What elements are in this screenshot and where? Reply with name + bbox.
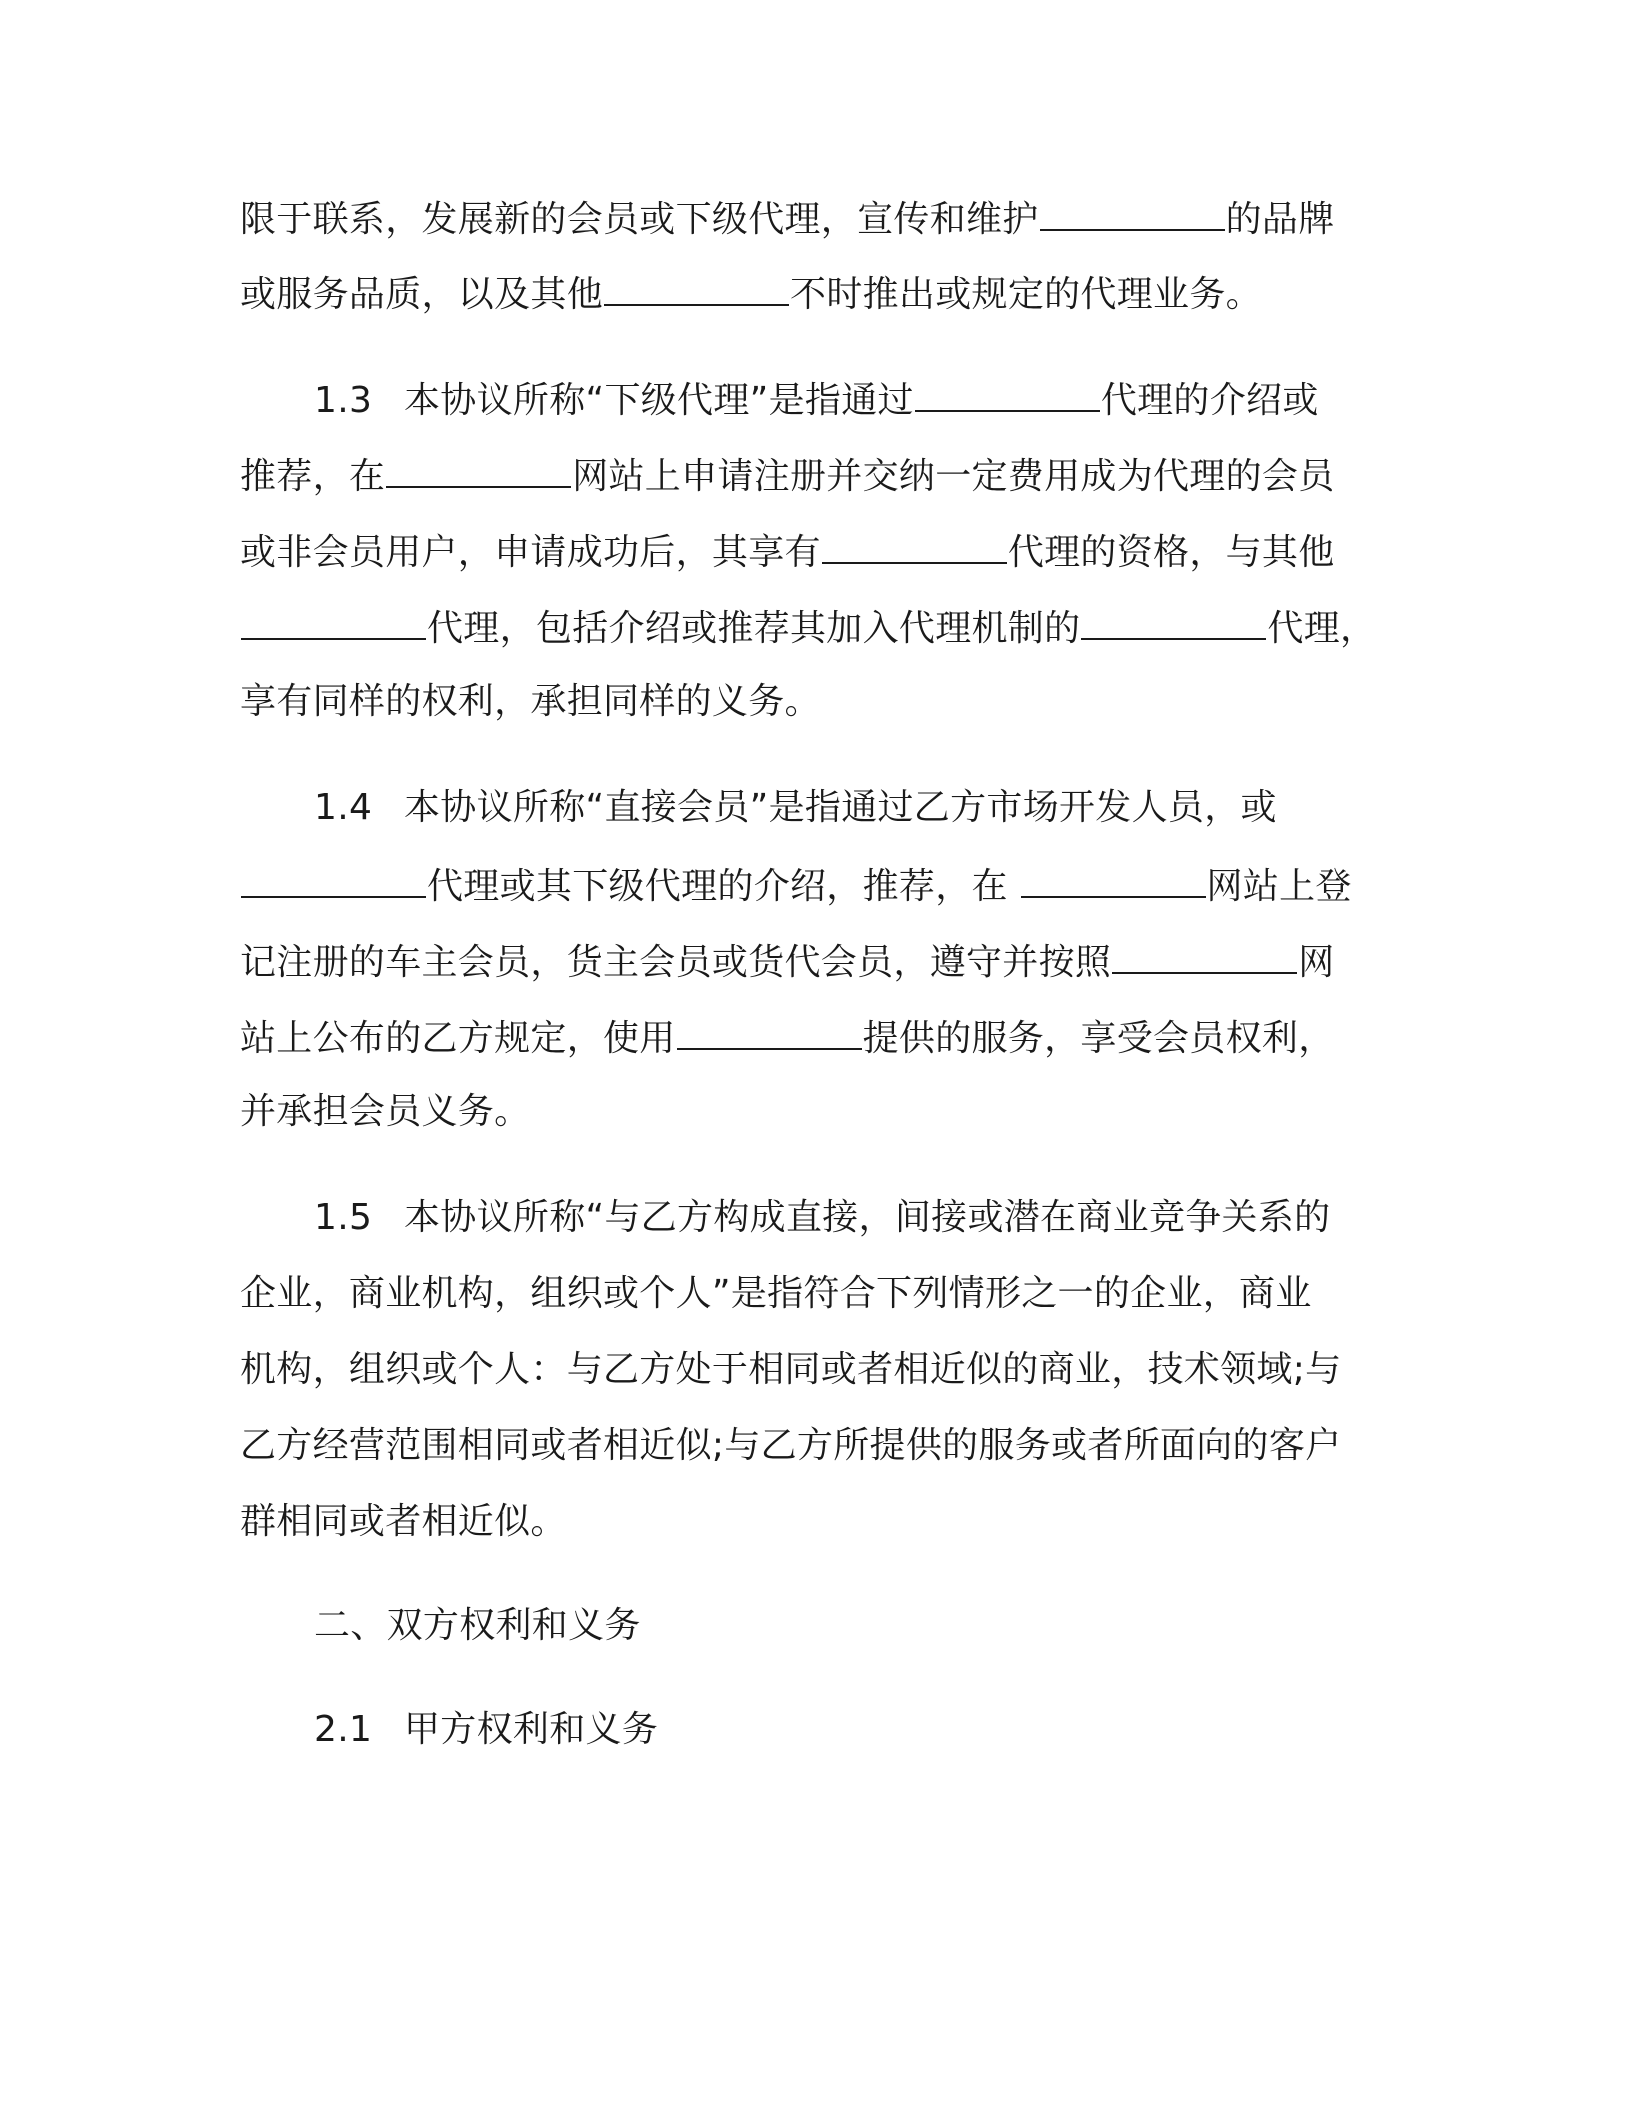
clause-number: 1.5 bbox=[314, 1197, 373, 1238]
blank-field bbox=[1040, 195, 1225, 231]
clause-number: 1.3 bbox=[314, 380, 373, 421]
text-run: 或非会员用户，申请成功后，其享有 bbox=[240, 532, 821, 573]
text-line bbox=[240, 195, 1335, 242]
clause-1-4-line bbox=[314, 786, 1277, 830]
blank-field bbox=[1081, 604, 1266, 640]
text-run: 站上公布的乙方规定，使用 bbox=[240, 1018, 676, 1059]
text-line bbox=[240, 1424, 1341, 1468]
blank-field bbox=[677, 1014, 862, 1050]
text-run: 提供的服务，享受会员权利， bbox=[862, 1018, 1335, 1059]
text-run: 机构，组织或个人：与乙方处于相同或者相近似的商业，技术领域;与 bbox=[240, 1349, 1342, 1390]
text-run: 企业，商业机构，组织或个人”是指符合下列情形之一的企业，商业 bbox=[240, 1273, 1312, 1314]
text-line bbox=[240, 680, 821, 724]
text-line bbox=[240, 604, 1376, 651]
text-line bbox=[240, 1272, 1312, 1316]
text-run: 不时推出或规定的代理业务。 bbox=[790, 274, 1262, 315]
text-line bbox=[240, 528, 1335, 575]
text-run: 本协议所称“与乙方构成直接，间接或潜在商业竞争关系的 bbox=[404, 1197, 1331, 1238]
text-run: 代理的资格，与其他 bbox=[1007, 532, 1335, 573]
text-run: 或服务品质，以及其他 bbox=[240, 274, 604, 315]
text-line bbox=[240, 1500, 567, 1544]
text-run: 限于联系，发展新的会员或下级代理，宣传和维护 bbox=[240, 199, 1039, 240]
text-line bbox=[240, 452, 1335, 499]
text-run: 网 bbox=[1298, 942, 1335, 983]
text-run: 的品牌 bbox=[1225, 199, 1335, 240]
subsection-heading bbox=[314, 1708, 658, 1752]
clause-number: 1.4 bbox=[314, 787, 373, 828]
text-run: 并承担会员义务。 bbox=[240, 1091, 531, 1132]
text-run: 乙方经营范围相同或者相近似;与乙方所提供的服务或者所面向的客户 bbox=[240, 1425, 1342, 1466]
text-run: 网站上登 bbox=[1206, 866, 1352, 907]
blank-field bbox=[241, 862, 426, 898]
clause-1-5-line bbox=[314, 1196, 1330, 1240]
blank-field bbox=[1021, 862, 1206, 898]
text-line bbox=[240, 1090, 530, 1134]
blank-field bbox=[241, 604, 426, 640]
text-line bbox=[240, 862, 1352, 909]
text-run: 本协议所称“下级代理”是指通过 bbox=[404, 380, 914, 421]
text-run: 代理， bbox=[1267, 608, 1377, 649]
clause-1-3-line bbox=[314, 376, 1319, 423]
text-line bbox=[240, 270, 1262, 317]
text-run: 本协议所称“直接会员”是指通过乙方市场开发人员，或 bbox=[404, 787, 1277, 828]
text-run: 网站上申请注册并交纳一定费用成为代理的会员 bbox=[572, 456, 1335, 497]
text-line bbox=[240, 938, 1335, 985]
text-run: 记注册的车主会员，货主会员或货代会员，遵守并按照 bbox=[240, 942, 1112, 983]
blank-field bbox=[822, 528, 1007, 564]
clause-number: 2.1 bbox=[314, 1709, 373, 1750]
text-run: 代理的介绍或 bbox=[1100, 380, 1319, 421]
section-heading: 二、双方权利和义务 bbox=[314, 1605, 641, 1646]
text-line bbox=[240, 1348, 1341, 1392]
text-run: 代理，包括介绍或推荐其加入代理机制的 bbox=[427, 608, 1081, 649]
text-run: 群相同或者相近似。 bbox=[240, 1501, 567, 1542]
text-run: 推荐，在 bbox=[240, 456, 386, 497]
blank-field bbox=[915, 376, 1100, 412]
text-run: 享有同样的权利，承担同样的义务。 bbox=[240, 681, 821, 722]
blank-field bbox=[1112, 938, 1297, 974]
blank-field bbox=[604, 270, 789, 306]
text-run: 代理或其下级代理的介绍，推荐，在 bbox=[427, 866, 1020, 907]
text-line bbox=[240, 1014, 1335, 1061]
subsection-title: 甲方权利和义务 bbox=[404, 1709, 659, 1750]
blank-field bbox=[386, 452, 571, 488]
